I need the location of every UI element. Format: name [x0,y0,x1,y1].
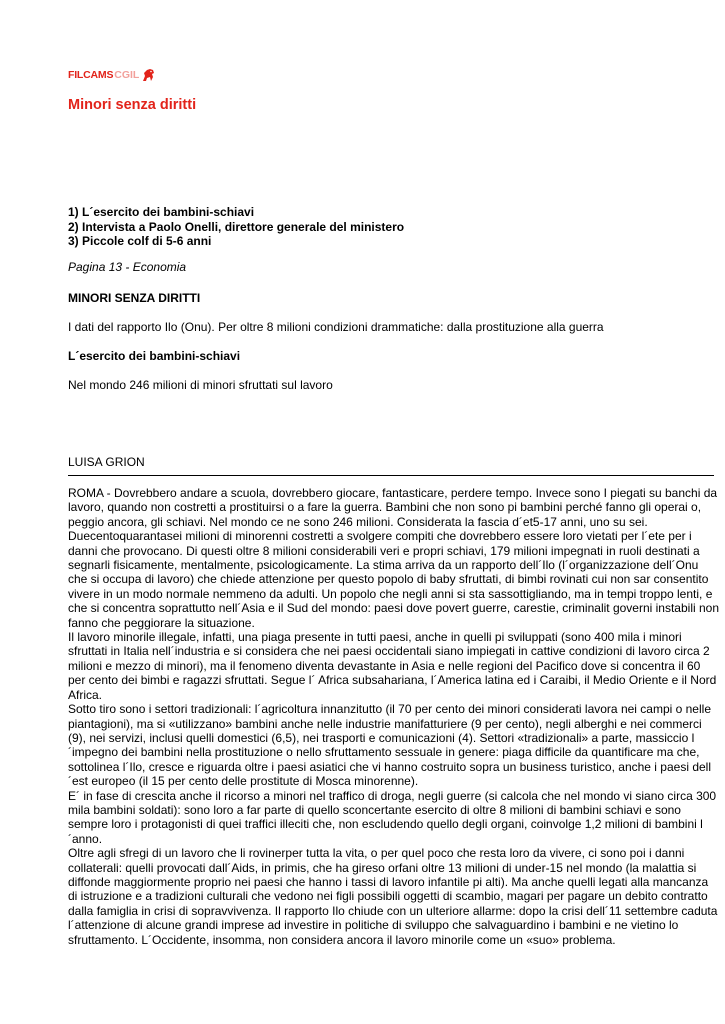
author-byline: LUISA GRION [68,455,145,469]
section-label: Pagina 13 - Economia [68,260,187,274]
horse-icon [141,68,157,82]
paragraph: E´ in fase di crescita anche il ricorso a minori nel traffico di droga, negli guerre (si calcola che nel mondo vi siano circa 300 mila bambini soldati): sono loro a far parte di quello sconcertante esercito di oltre 8 milioni di bambini schiavi e sono sempre loro i protagonisti di quei traffici illeciti che, non escludendo quello degli organi, coinvolge 1,2 milioni di bambini l´anno. [68,788,717,846]
toc-item: 3) Piccole colf di 5-6 anni [68,234,212,248]
toc-item: 2) Intervista a Paolo Onelli, direttore generale del ministero [68,219,405,234]
article-body [68,486,720,947]
paragraph: Il lavoro minorile illegale, infatti, una piaga presente in tutti paesi, anche in quelli pi sviluppati (sono 400 mila i minori sfruttati in Italia nell´industria e si considera che nei paesi occidentali siano impiegati in cattive condizioni di lavoro circa 2 milioni e mezzo di minori), ma il fenomeno diventa devastante in Asia e nelle regioni del Pacifico dove si concentra il 60 per cento dei bimbi e ragazzi sfruttati. Segue l´ Africa subsahariana, l´America latina ed i Caraibi, il Medio Oriente e il Nord Africa. [68,630,717,702]
logo-text: FILCAMS [68,69,114,81]
article-subtitle: I dati del rapporto Ilo (Onu). Per oltre 8 milioni condizioni drammatiche: dalla prostituzione alla guerra [68,320,604,334]
paragraph: Oltre agli sfregi di un lavoro che li rovinerper tutta la vita, o per quel poco che resta loro da vivere, ci sono poi i danni collaterali: quelli provocati dall´Aids, in primis, che ha gireso orfani oltre 13 milioni di under-15 nel mondo (la malattia si diffonde maggiormente proprio nei paesi che hanno i tassi di lavoro infantile pi alti). Ma anche quelli legati alla mancanza di istruzione e a tradizioni culturali che vedono nei figli possibili oggetti di scambio, magari per pagare un debito contratto dalla famiglia in crisi di sopravvivenza. Il rapporto Ilo chiude con un ulteriore allarme: dopo la crisi dell´11 settembre caduta l´attenzione di alcune grandi imprese ad investire in politiche di sviluppo che salvaguardino i bambini e ne vietino lo sfruttamento. L´Occidente, insomma, non considera ancora il lavoro minorile come un «suo» problema. [68,846,718,947]
divider [68,475,714,476]
article-summary: Nel mondo 246 milioni di minori sfruttati sul lavoro [68,378,333,392]
article-title: L´esercito dei bambini-schiavi [68,349,241,363]
page-title: Minori senza diritti [68,97,197,113]
paragraph: Sotto tiro sono i settori tradizionali: l´agricoltura innanzitutto (il 70 per cento dei minori considerati lavora nei campi o nelle piantagioni), ma si «utilizzano» bambini anche nelle industrie manifatturiere (9 per cento), negli alberghi e nei commerci (9), nei servizi, inclusi quelli domestici (6,5), nei trasporti e comunicazioni (4). Settori «tradizionali» a parte, massiccio l´impegno dei bambini nella prostituzione o nello sfruttamento sessuale in genere: piaga difficile da quantificare ma che, sottolinea l´Ilo, cresce e riguarda oltre i paesi asiatici che vi hanno costruito sopra un business turistico, anche i paesi dell´est europeo (il 15 per cento delle prostitute di Mosca minorenne). [68,702,712,789]
paragraph: ROMA - Dovrebbero andare a scuola, dovrebbero giocare, fantasticare, perdere tempo. Invece sono I piegati su banchi da lavoro, quando non costretti a prostituirsi o a fare la guerra. Bambini che non sono pi bambini perché fanno gli operai o, peggio ancora, gli schiavi. Nel mondo ce ne sono 246 milioni. Considerata la fascia d´et5-17 anni, uno su sei. Duecentoquarantasei milioni di minorenni costretti a svolgere compiti che dovrebbero essere loro vietati per l´ete per i danni che provocano. Di questi oltre 8 milioni considerabili veri e propri schiavi, 179 milioni impegnati in ruoli destinati a segnarli fisicamente, mentalmente, psicologicamente. La stima arriva da un rapporto dell´Ilo (l´organizzazione dell´Onu che si occupa di lavoro) che chiede attenzione per questo popolo di baby sfruttati, di bimbi rovinati cui non sar consentito vivere in un modo normale nemmeno da adulti. Un popolo che negli anni si sta sassottigliando, ma in tempi troppo lenti, e che si concentra soprattutto nell´Asia e il Sud del mondo: paesi dove povert guerre, carestie, criminalit governi instabili non fanno che peggiorare la situazione. [68,486,720,630]
table-of-contents [68,205,404,249]
article-heading: MINORI SENZA DIRITTI [68,291,201,305]
logo-subtext: CGIL [114,69,140,81]
toc-item: 1) L´esercito dei bambini-schiavi [68,205,255,219]
filcams-cgil-logo [68,67,157,83]
